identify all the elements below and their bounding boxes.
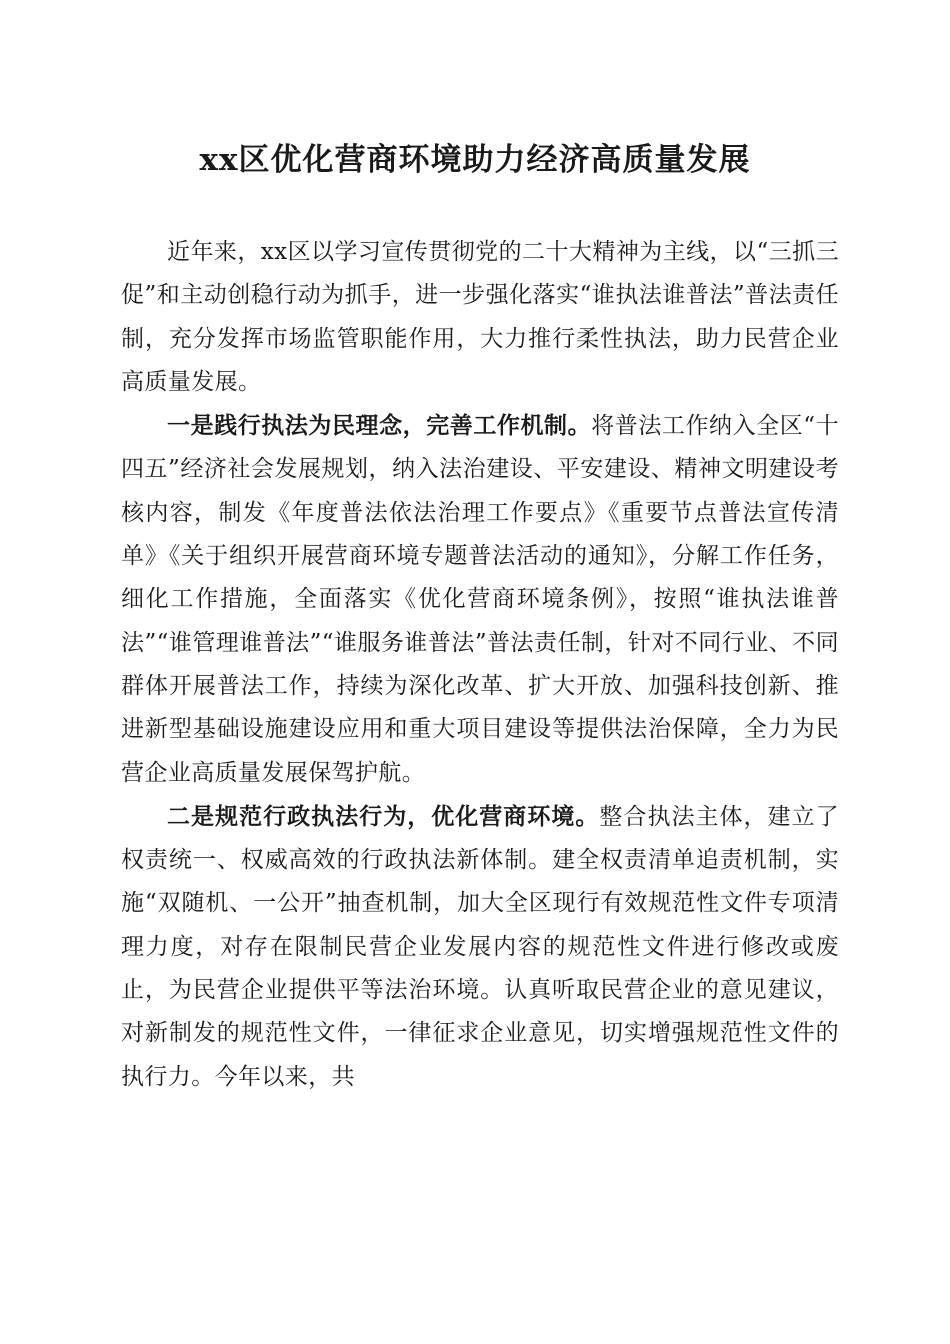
paragraph-point-two xyxy=(121,795,839,1099)
paragraph-point-one xyxy=(121,404,839,795)
paragraph-intro-text: 近年来，xx区以学习宣传贯彻党的二十大精神为主线，以“三抓三促”和主动创稳行动为抓手，进一步强化落实“谁执法谁普法”普法责任制，充分发挥市场监管职能作用，大力推行柔性执法，助力民营企业高质量发展。 xyxy=(121,239,839,395)
paragraph-point-two-text: 整合执法主体，建立了权责统一、权威高效的行政执法新体制。建全权责清单追责机制，实施“双随机、一公开”抽查机制，加大全区现行有效规范性文件专项清理力度，对存在限制民营企业发展内容的规范性文件进行修改或废止，为民营企业提供平等法治环境。认真听取民营企业的意见建议，对新制发的规范性文件，一律征求企业意见，切实增强规范性文件的执行力。今年以来，共 xyxy=(121,803,840,1090)
paragraph-point-one-text: 将普法工作纳入全区“十四五”经济社会发展规划，纳入法治建设、平安建设、精神文明建设考核内容，制发《年度普法依法治理工作要点》《重要节点普法宣传清单》《关于组织开展营商环境专题普法活动的通知》，分解工作任务，细化工作措施，全面落实《优化营商环境条例》，按照“谁执法谁普法”“谁管理谁普法”“谁服务谁普法”普法责任制，针对不同行业、不同群体开展普法工作，持续为深化改革、扩大开放、加强科技创新、推进新型基础设施建设应用和重大项目建设等提供法治保障，全力为民营企业高质量发展保驾护航。 xyxy=(121,413,839,786)
paragraph-point-two-heading: 二是规范行政执法行为，优化营商环境。 xyxy=(167,802,600,830)
document-body xyxy=(121,231,839,1099)
document-title: xx区优化营商环境助力经济高质量发展 xyxy=(199,142,751,178)
paragraph-point-one-heading: 一是践行执法为民理念，完善工作机制。 xyxy=(167,412,592,440)
paragraph-intro xyxy=(121,231,839,404)
